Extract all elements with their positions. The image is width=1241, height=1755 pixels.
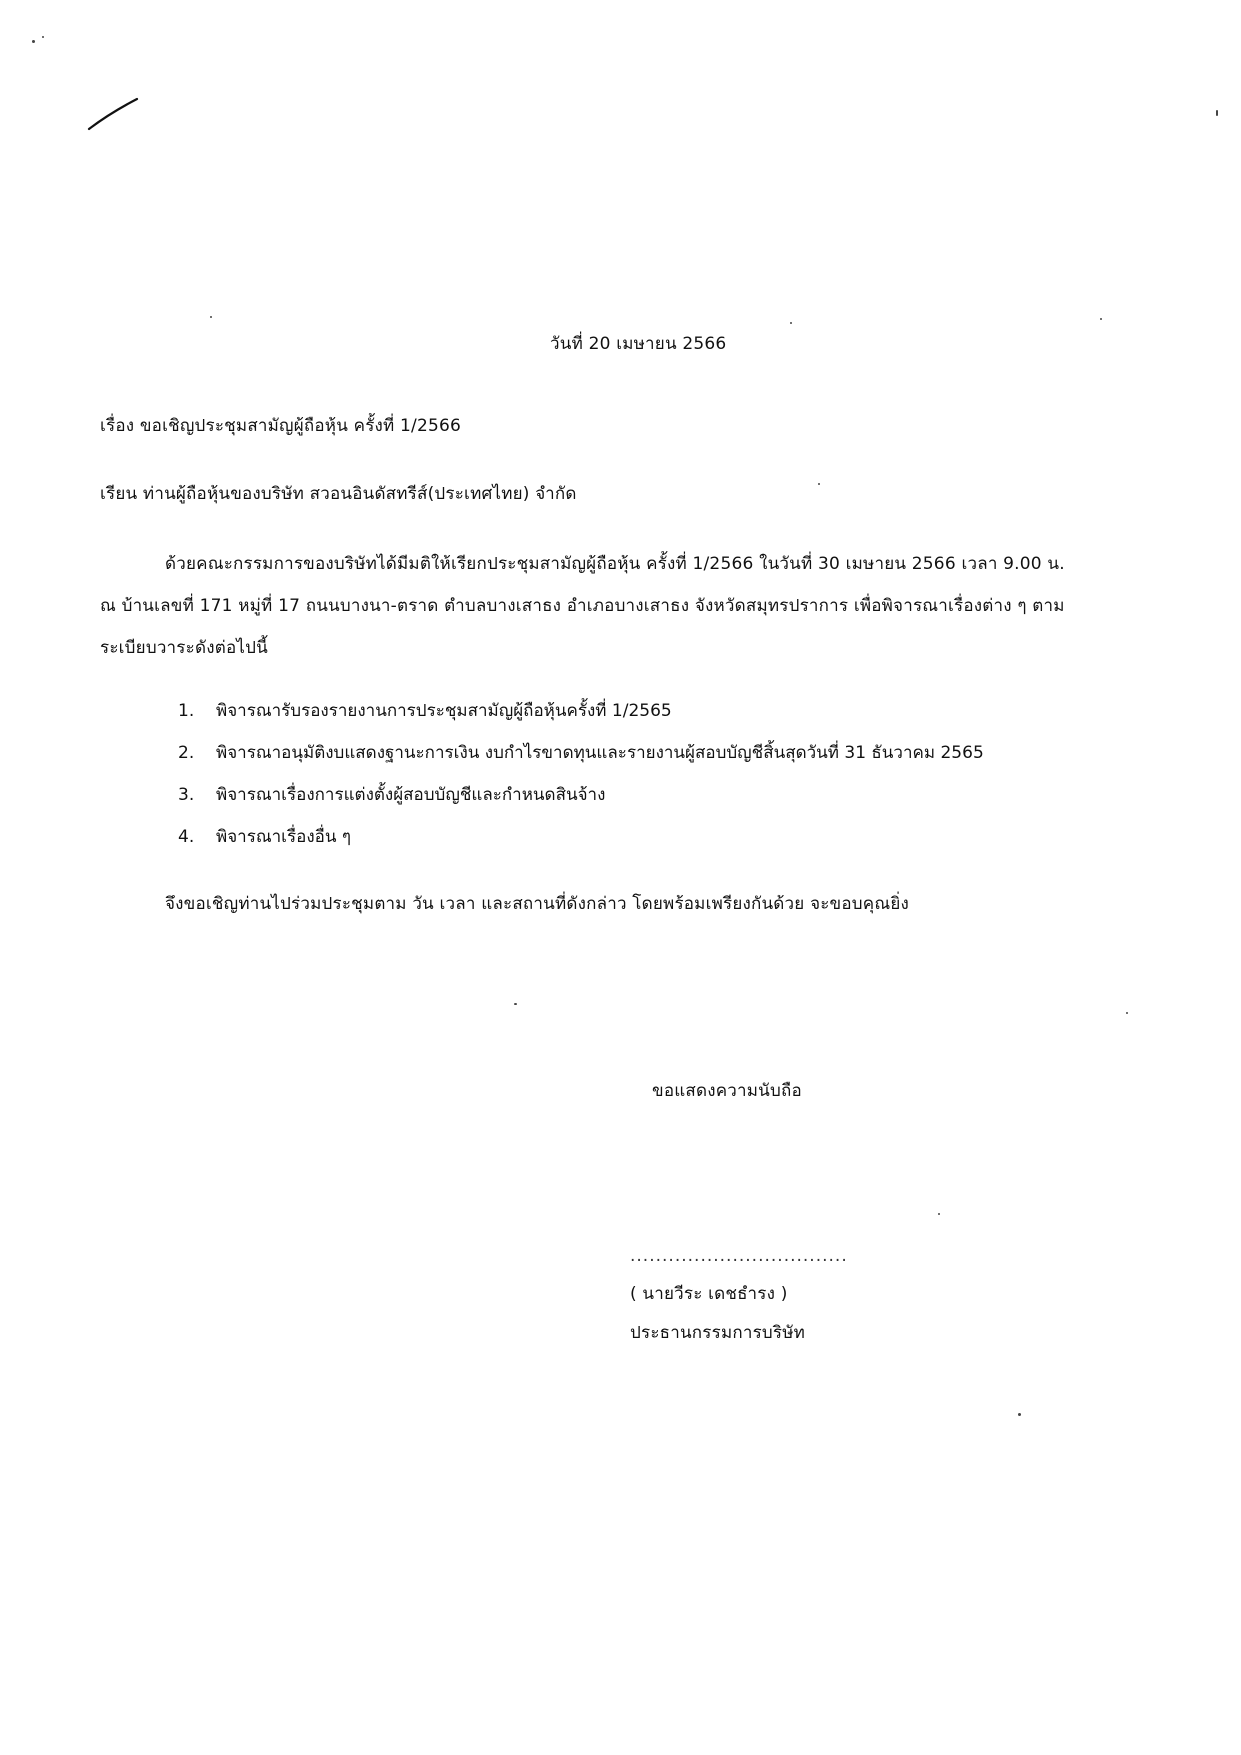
letter-date: วันที่ 20 เมษายน 2566 <box>550 334 727 354</box>
scan-speck <box>1126 1012 1128 1014</box>
letter-subject: เรื่อง ขอเชิญประชุมสามัญผู้ถือหุ้น ครั้งที่ 1/2566 <box>100 416 462 436</box>
agenda-item-number: 1. <box>178 701 195 721</box>
scan-speck <box>1216 110 1218 116</box>
scan-speck <box>210 316 212 318</box>
agenda-item <box>178 826 351 848</box>
closing-sentence: จึงขอเชิญท่านไปร่วมประชุมตาม วัน เวลา และสถานที่ดังกล่าว โดยพร้อมเพรียงกันด้วย จะขอบคุณยิ่ง <box>165 894 909 914</box>
agenda-item-number: 4. <box>178 827 195 847</box>
body-paragraph-line-2: ณ บ้านเลขที่ 171 หมู่ที่ 17 ถนนบางนา-ตราด ตำบลบางเสาธง อำเภอบางเสาธง จังหวัดสมุทรปราการ เพื่อพิจารณาเรื่องต่าง ๆ ตาม <box>100 596 1065 616</box>
scan-speck <box>514 1003 517 1005</box>
agenda-item-text: พิจารณาเรื่องอื่น ๆ <box>216 827 351 847</box>
agenda-item <box>178 784 605 806</box>
agenda-item-number: 3. <box>178 785 195 805</box>
body-paragraph-line-1: ด้วยคณะกรรมการของบริษัทได้มีมติให้เรียกประชุมสามัญผู้ถือหุ้น ครั้งที่ 1/2566 ในวันที่ 30 เมษายน 2566 เวลา 9.00 น. <box>165 554 1065 574</box>
scan-speck <box>32 40 35 43</box>
letter-recipient: เรียน ท่านผู้ถือหุ้นของบริษัท สวอนอินดัสทรีส์(ประเทศไทย) จำกัด <box>100 484 577 504</box>
regards-line: ขอแสดงความนับถือ <box>652 1081 802 1101</box>
agenda-item <box>178 742 984 764</box>
scan-speck <box>42 36 44 38</box>
agenda-item-number: 2. <box>178 743 195 763</box>
scan-speck <box>938 1213 940 1215</box>
signature-line: .................................. <box>630 1246 848 1266</box>
scan-speck <box>1018 1413 1021 1416</box>
agenda-item-text: พิจารณาเรื่องการแต่งตั้งผู้สอบบัญชีและกำหนดสินจ้าง <box>216 785 606 805</box>
agenda-item-text: พิจารณาอนุมัติงบแสดงฐานะการเงิน งบกำไรขาดทุนและรายงานผู้สอบบัญชีสิ้นสุดวันที่ 31 ธันวาคม 2565 <box>216 743 984 763</box>
scan-speck <box>1100 318 1102 320</box>
pen-stroke-mark <box>85 95 145 135</box>
signatory-name: ( นายวีระ เดชธำรง ) <box>630 1284 788 1304</box>
signatory-title: ประธานกรรมการบริษัท <box>630 1323 806 1343</box>
scan-speck <box>818 483 820 485</box>
scan-speck <box>790 322 792 324</box>
agenda-item-text: พิจารณารับรองรายงานการประชุมสามัญผู้ถือหุ้นครั้งที่ 1/2565 <box>216 701 672 721</box>
body-paragraph-line-3: ระเบียบวาระดังต่อไปนี้ <box>100 638 268 658</box>
agenda-item <box>178 700 672 722</box>
